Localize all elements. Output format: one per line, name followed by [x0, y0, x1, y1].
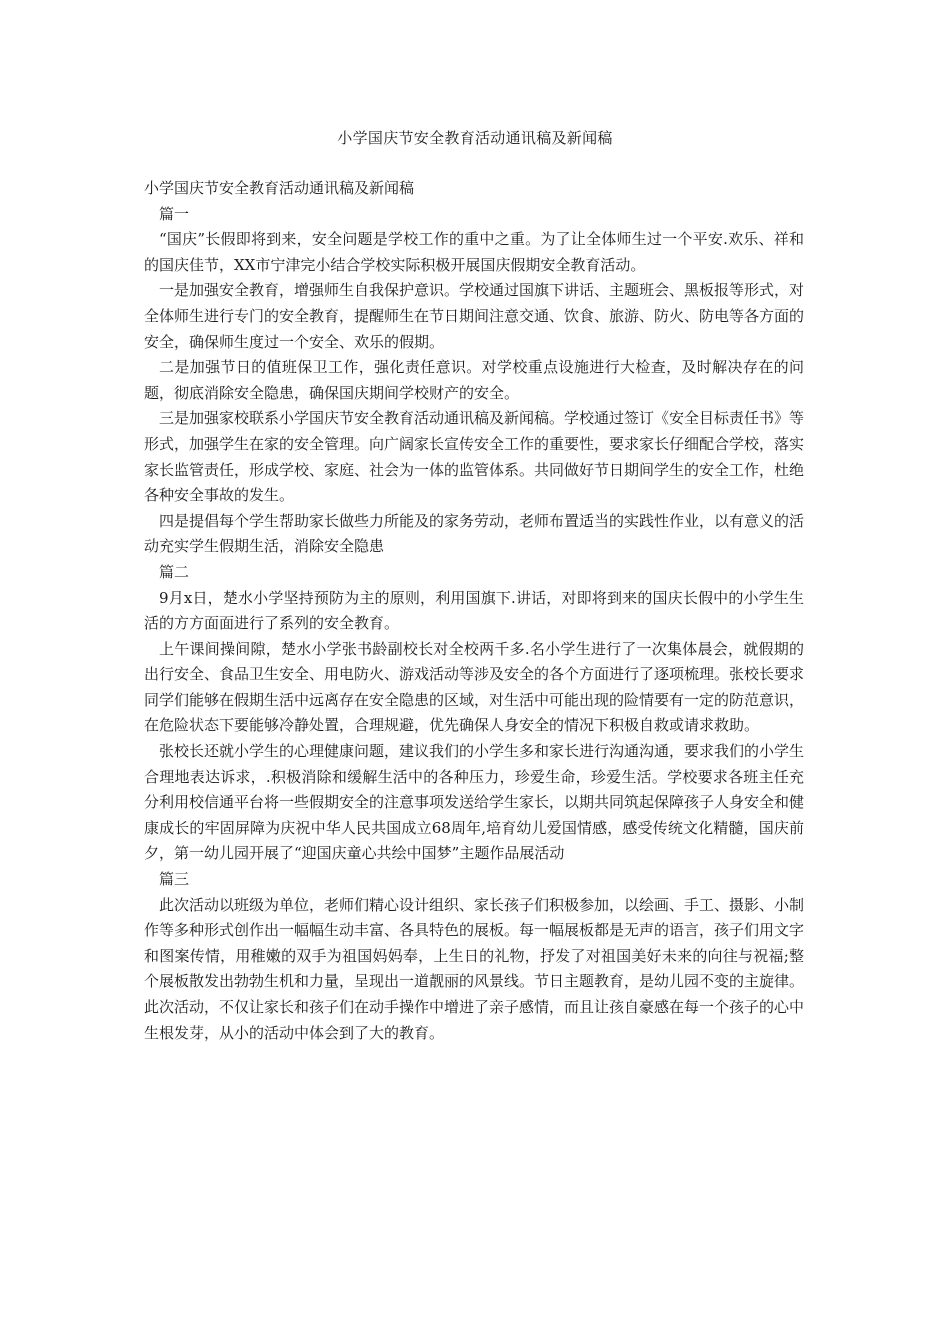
paragraph: 四是提倡每个学生帮助家长做些力所能及的家务劳动，老师布置适当的实践性作业，以有意义的活动充实学生假期生活，消除安全隐患 — [144, 511, 805, 556]
paragraph: “国庆”长假即将到来，安全问题是学校工作的重中之重。为了让全体师生过一个平安.欢乐、祥和的国庆佳节，XX市宁津完小结合学校实际积极开展国庆假期安全教育活动。 — [144, 230, 804, 274]
paragraph: 此次活动以班级为单位，老师们精心设计组织、家长孩子们积极参加，以绘画、手工、摄影、小制作等多种形式创作出一幅幅生动丰富、各具特色的展板。每一幅展板都是无声的语言，孩子们用文字和图案传情，用稚嫩的双手为祖国妈妈奉，上生日的礼物，抒发了对祖国美好未来的向往与祝福;整个展板散发出勃勃生机和力量，呈现出一道靓丽的风景线。节日主题教育，是幼儿园不变的主旋律。此次活动，不仅让家长和孩子们在动手操作中增进了亲子感情，而且让孩自豪感在每一个孩子的心中生根发芽，从小的活动中体会到了大的教育。 — [144, 895, 805, 1042]
section-label-1: 篇一 — [159, 204, 190, 223]
body-heading: 小学国庆节安全教育活动通讯稿及新闻稿 — [144, 179, 415, 197]
section-label-2: 篇二 — [159, 562, 190, 581]
paragraph: 一是加强安全教育，增强师生自我保护意识。学校通过国旗下讲话、主题班会、黑板报等形式，对全体师生进行专门的安全教育，提醒师生在节日期间注意交通、饮食、旅游、防火、防电等各方面的安全，确保师生度过一个安全、欢乐的假期。 — [144, 281, 805, 351]
paragraph: 9月x日，楚水小学坚持预防为主的原则，利用国旗下.讲话，对即将到来的国庆长假中的小学生生活的方方面面进行了系列的安全教育。 — [144, 588, 804, 633]
document-body — [144, 176, 804, 1046]
paragraph: 三是加强家校联系小学国庆节安全教育活动通讯稿及新闻稿。学校通过签订《安全目标责任书》等形式，加强学生在家的安全管理。向广阔家长宣传安全工作的重要性，要求家长仔细配合学校，落实家长监管责任，形成学校、家庭、社会为一体的监管体系。共同做好节日期间学生的安全工作，杜绝各种安全事故的发生。 — [144, 409, 805, 505]
paragraph: 上午课间操间隙，楚水小学张书龄副校长对全校两千多.名小学生进行了一次集体晨会，就假期的出行安全、食品卫生安全、用电防火、游戏活动等涉及安全的各个方面进行了逐项梳理。张校长要求同学们能够在假期生活中远离存在安全隐患的区域，对生活中可能出现的险情要有一定的防范意识，在危险状态下要能够冷静处置，合理规避，优先确保人身安全的情况下积极自救或请求救助。 — [144, 639, 805, 735]
section-label-3: 篇三 — [159, 870, 190, 889]
paragraph: 张校长还就小学生的心理健康问题，建议我们的小学生多和家长进行沟通沟通，要求我们的小学生合理地表达诉求，.积极消除和缓解生活中的各种压力，珍爱生命，珍爱生活。学校要求各班主任充分利用校信通平台将一些假期安全的注意事项发送给学生家长，以期共同筑起保障孩子人身安全和健康成长的牢固屏障为庆祝中华人民共国成立68周年,培育幼儿爱国情感，感受传统文化精髓，国庆前夕，第一幼儿园开展了“迎国庆童心共绘中国梦”主题作品展活动 — [144, 742, 805, 863]
document-title: 小学国庆节安全教育活动通讯稿及新闻稿 — [337, 129, 613, 147]
paragraph: 二是加强节日的值班保卫工作，强化责任意识。对学校重点设施进行大检查，及时解决存在的问题，彻底消除安全隐患，确保国庆期间学校财产的安全。 — [144, 358, 804, 402]
